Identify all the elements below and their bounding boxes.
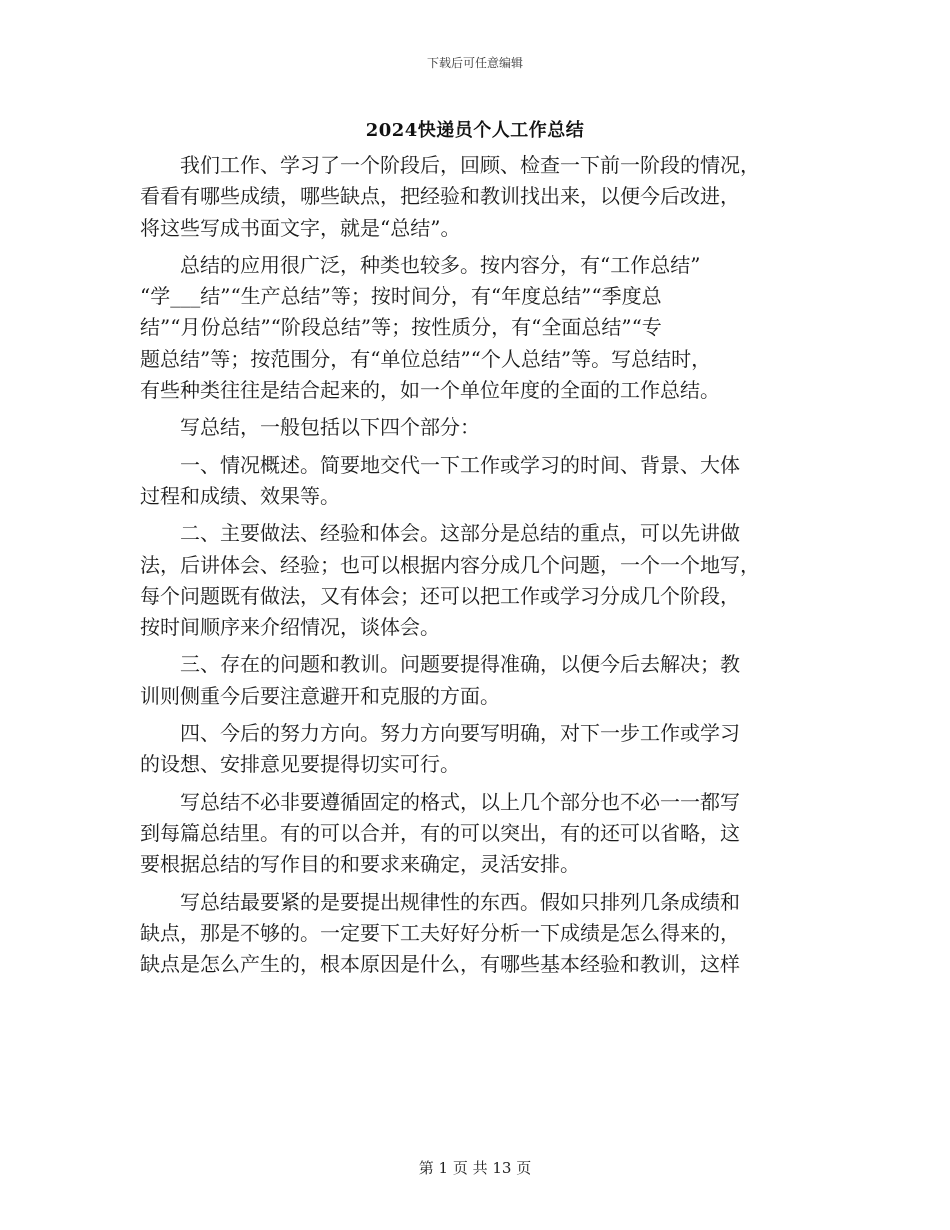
- paragraph-2: 总结的应用很广泛，种类也较多。按内容分，有“工作总结” “学___结”“生产总结”等；按时间分，有“年度总结”“季度总 结”“月份总结”“阶段总结”等；按性质分，有“全面总结”“专 题总结”等；按范围分，有“单位总结”“个人总结”等。写总结时， 有些种类往往是结合起来的，如一个单位年度的全面的工作总结。: [140, 252, 720, 403]
- document-title: 2024快递员个人工作总结: [365, 120, 585, 141]
- paragraph-7: 四、今后的努力方向。努力方向要写明确，对下一步工作或学习 的设想、安排意见要提得切实可行。: [140, 721, 740, 777]
- header-note: 下载后可任意编辑: [426, 56, 523, 70]
- paragraph-6: 三、存在的问题和教训。问题要提得准确，以便今后去解决；教 训则侧重今后要注意避开和克服的方面。: [140, 652, 740, 708]
- page-number: 第 1 页 共 13 页: [418, 1159, 532, 1177]
- paragraph-3: 写总结，一般包括以下四个部分：: [180, 415, 480, 440]
- paragraph-8: 写总结不必非要遵循固定的格式，以上几个部分也不必一一都写 到每篇总结里。有的可以合并，有的可以突出，有的还可以省略，这 要根据总结的写作目的和要求来确定，灵活安排。: [140, 789, 740, 877]
- paragraph-1: 我们工作、学习了一个阶段后，回顾、检查一下前一阶段的情况， 看看有哪些成绩，哪些缺点，把经验和教训找出来，以便今后改进， 将这些写成书面文字，就是“总结”。: [140, 153, 760, 240]
- paragraph-5: 二、主要做法、经验和体会。这部分是总结的重点，可以先讲做 法，后讲体会、经验；也可以根据内容分成几个问题，一个一个地写， 每个问题既有做法，又有体会；还可以把工作或学习分成几个阶段， 按时间顺序来介绍情况，谈体会。: [140, 521, 760, 640]
- paragraph-9: 写总结最要紧的是要提出规律性的东西。假如只排列几条成绩和 缺点，那是不够的。一定要下工夫好好分析一下成绩是怎么得来的， 缺点是怎么产生的，根本原因是什么，有哪些基本经验和教训，这样: [140, 889, 740, 977]
- document-body: [140, 150, 804, 986]
- paragraph-4: 一、情况概述。简要地交代一下工作或学习的时间、背景、大体 过程和成绩、效果等。: [140, 452, 740, 508]
